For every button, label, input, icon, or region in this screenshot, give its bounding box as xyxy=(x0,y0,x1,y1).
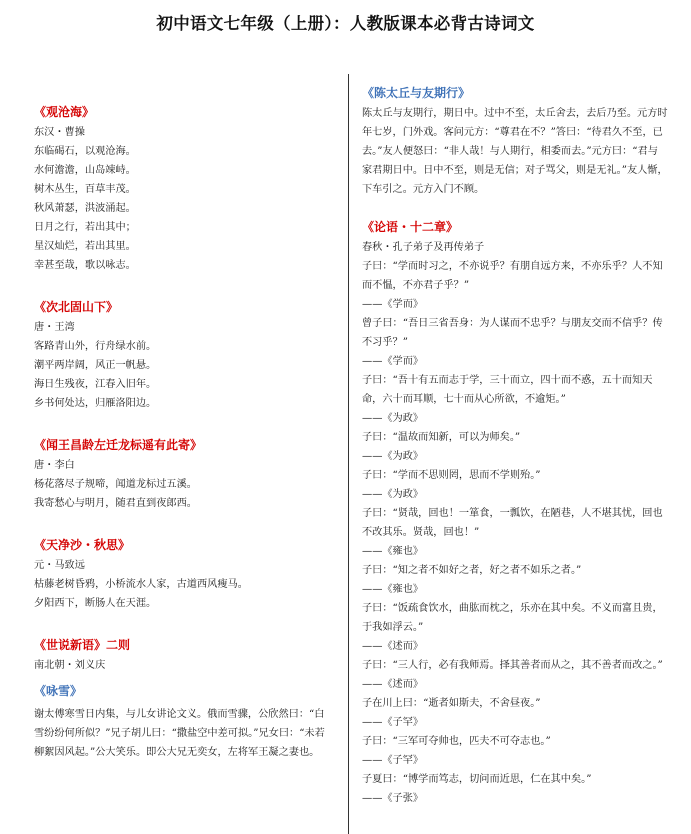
prose-paragraph: 谢太傅寒雪日内集，与儿女讲论文义。俄而雪骤，公欣然曰：“白雪纷纷何所似？”兄子胡儿曰：“撒盐空中差可拟。”兄女曰：“未若柳絮因风起。”公大笑乐。即公大兄无奕女，左将军王凝之妻也。 xyxy=(34,709,325,758)
poem-line: 我寄愁心与明月，随君直到夜郎西。 xyxy=(34,498,197,509)
subsection-title: 《咏雪》 xyxy=(34,684,83,698)
poem-line: 水何澹澹，山岛竦峙。 xyxy=(34,165,136,176)
analects-quote: 子曰：“饭疏食饮水，曲肱而枕之，乐亦在其中矣。不义而富且贵，于我如浮云。” xyxy=(362,603,663,633)
poem-line: 树木丛生，百草丰茂。 xyxy=(34,184,136,195)
quote-source: ——《述而》 xyxy=(362,641,424,652)
quote-source: ——《雍也》 xyxy=(362,546,424,557)
analects-quote: 曾子曰：“吾日三省吾身：为人谋而不忠乎？与朋友交而不信乎？传不习乎？” xyxy=(362,318,663,348)
poem-line: 潮平两岸阔，风正一帆悬。 xyxy=(34,360,157,371)
section-title: 《观沧海》 xyxy=(34,105,95,119)
section-title: 《闻王昌龄左迁龙标遥有此寄》 xyxy=(34,438,203,452)
right-column xyxy=(362,85,668,808)
quote-source: ——《为政》 xyxy=(362,489,424,500)
column-divider xyxy=(348,74,349,834)
analects-quote: 子曰：“三军可夺帅也，匹夫不可夺志也。” xyxy=(362,736,551,747)
quote-source: ——《雍也》 xyxy=(362,584,424,595)
author-line: 春秋・孔子弟子及再传弟子 xyxy=(362,242,485,253)
analects-quote: 子在川上曰：“逝者如斯夫，不舍昼夜。” xyxy=(362,698,541,709)
poem-line: 幸甚至哉，歌以咏志。 xyxy=(34,260,136,271)
quote-source: ——《学而》 xyxy=(362,299,424,310)
poem-line: 枯藤老树昏鸦，小桥流水人家，古道西风瘦马。 xyxy=(34,579,248,590)
poem-line: 乡书何处达，归雁洛阳边。 xyxy=(34,398,157,409)
author-line: 唐・李白 xyxy=(34,460,75,471)
prose-paragraph: 陈太丘与友期行，期日中。过中不至，太丘舍去，去后乃至。元方时年七岁，门外戏。客问元方：“尊君在不？”答曰：“待君久不至，已去。”友人便怒曰：“非人哉！与人期行，相委而去。”元方曰：“君与家君期日中。日中不至，则是无信；对子骂父，则是无礼。”友人惭，下车引之。元方入门不顾。 xyxy=(362,108,668,195)
section-title: 《论语・十二章》 xyxy=(362,220,459,234)
analects-quote: 子曰：“学而不思则罔，思而不学则殆。” xyxy=(362,470,541,481)
poem-line: 客路青山外，行舟绿水前。 xyxy=(34,341,157,352)
analects-quote: 子曰：“吾十有五而志于学，三十而立，四十而不惑，五十而知天命，六十而耳顺，七十而从心所欲，不逾矩。” xyxy=(362,375,653,405)
quote-source: ——《学而》 xyxy=(362,356,424,367)
poem-line: 日月之行，若出其中； xyxy=(34,222,136,233)
section-title: 《次北固山下》 xyxy=(34,300,119,314)
quote-source: ——《为政》 xyxy=(362,451,424,462)
poem-line: 夕阳西下，断肠人在天涯。 xyxy=(34,598,157,609)
poem-line: 星汉灿烂，若出其里。 xyxy=(34,241,136,252)
poem-line: 海日生残夜，江春入旧年。 xyxy=(34,379,157,390)
analects-quote: 子曰：“学而时习之，不亦说乎？有朋自远方来，不亦乐乎？人不知而不愠，不亦君子乎？” xyxy=(362,261,663,291)
analects-quote: 子曰：“三人行，必有我师焉。择其善者而从之，其不善者而改之。” xyxy=(362,660,663,671)
author-line: 东汉・曹操 xyxy=(34,127,85,138)
section-title: 《陈太丘与友期行》 xyxy=(362,86,471,100)
left-column xyxy=(34,104,334,762)
poem-line: 杨花落尽子规啼，闻道龙标过五溪。 xyxy=(34,479,197,490)
poem-line: 东临碣石，以观沧海。 xyxy=(34,146,136,157)
page-title: 初中语文七年级（上册）：人教版课本必背古诗词文 xyxy=(156,14,535,33)
section-title: 《天净沙・秋思》 xyxy=(34,538,131,552)
quote-source: ——《子张》 xyxy=(362,793,424,804)
author-line: 元・马致远 xyxy=(34,560,85,571)
quote-source: ——《子罕》 xyxy=(362,755,424,766)
quote-source: ——《为政》 xyxy=(362,413,424,424)
poem-line: 秋风萧瑟，洪波涌起。 xyxy=(34,203,136,214)
author-line: 唐・王湾 xyxy=(34,322,75,333)
author-line: 南北朝・刘义庆 xyxy=(34,660,106,671)
section-title: 《世说新语》二则 xyxy=(34,638,131,652)
analects-quote: 子夏曰：“博学而笃志，切问而近思，仁在其中矣。” xyxy=(362,774,592,785)
analects-quote: 子曰：“知之者不如好之者，好之者不如乐之者。” xyxy=(362,565,582,576)
quote-source: ——《子罕》 xyxy=(362,717,424,728)
quote-source: ——《述而》 xyxy=(362,679,424,690)
analects-quote: 子曰：“温故而知新，可以为师矣。” xyxy=(362,432,521,443)
analects-quote: 子曰：“贤哉，回也！一箪食，一瓢饮，在陋巷，人不堪其忧，回也不改其乐。贤哉，回也！” xyxy=(362,508,663,538)
